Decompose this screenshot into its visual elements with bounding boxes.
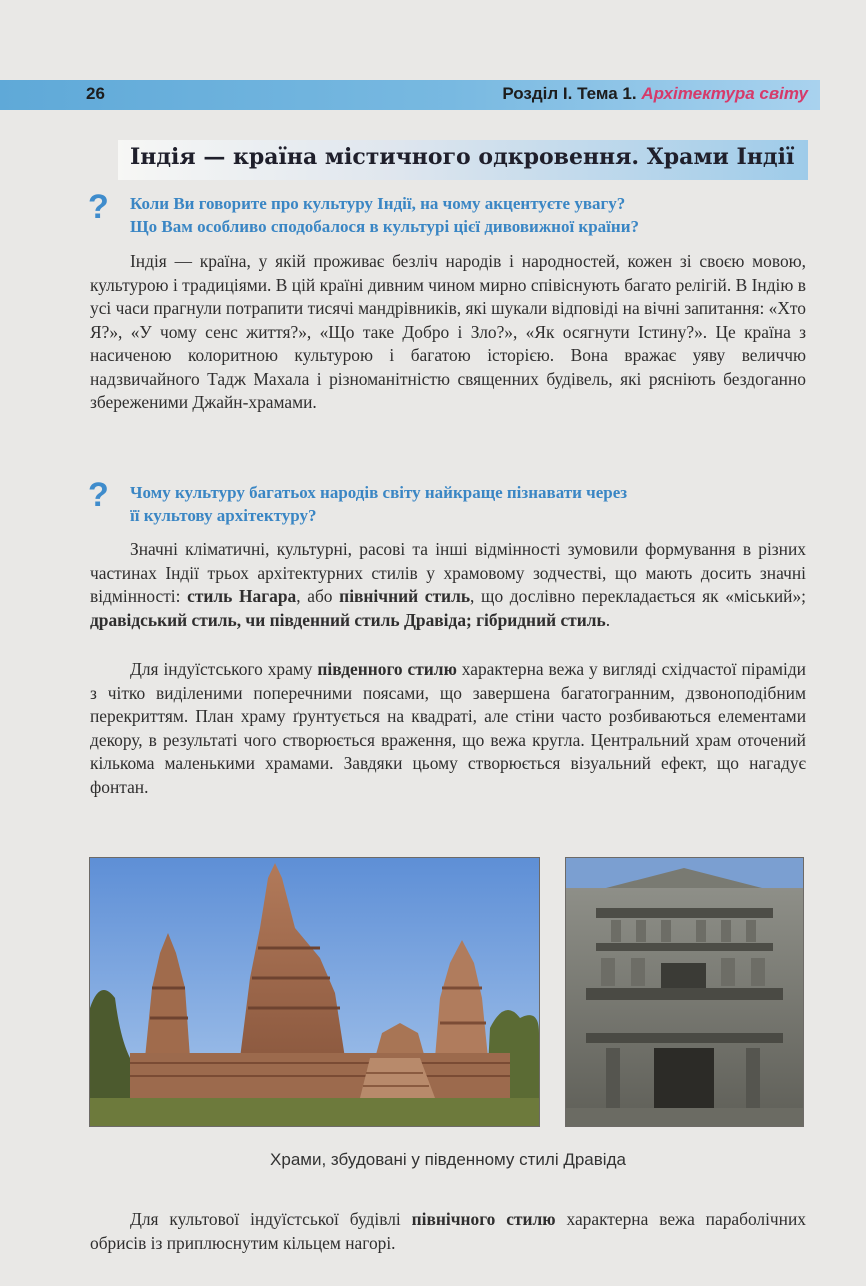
paragraph-4-text: Для культової індуїстської будівлі північного стилю характерна вежа параболічних обрисів із приплюснутим кільцем нагорі. [90,1209,806,1253]
question-mark-icon: ? [88,188,109,226]
question-1-line-1: Коли Ви говорите про культуру Індії, на чому акцентуєте увагу? [130,194,626,213]
term-south-style: південного стилю [317,659,457,679]
question-1 [130,192,810,238]
question-2 [130,481,810,527]
running-head [502,84,808,104]
paragraph-1-text: Індія — країна, у якій проживає безліч народів і народностей, кожен зі своєю мовою, культурою і традиціями. В цій країні дивним чином мирно співіснують багато релігій. В Індію в усі часи прагнули потрапити тисячі мандрівників, які шукали відповіді на вічні запитання: «Хто Я?», «У чому сенс життя?», «Що таке Добро і Зло?», «Як осягнути Істину?». Це країна з насиченою колоритною культурою і багатою історією. Вона вражає уяву величчю надзвичайного Тадж Махала і різноманітністю священних будівель, які рясніють бездоганно збереженими Джайн-храмами. [90,251,806,412]
term-nagara: стиль Нагара [187,586,297,606]
term-north-style-2: північного стилю [411,1209,556,1229]
paragraph-1 [90,250,806,415]
paragraph-2-text: Значні кліматичні, культурні, расові та інші відмінності зумовили формування в різних частинах Індії трьох архітектурних стилів у храмовому зодчестві, що мають досить значні відмінності: стиль Нагара, або північний стиль, що дослівно перекладається як «міський»; дравідський стиль, чи південний стиль Дравіда; гібридний стиль. [90,539,807,630]
question-2-line-2: її культову архітектуру? [130,506,317,525]
temple-complex-illustration [90,858,539,1126]
term-north-style: північний стиль [339,586,471,606]
carved-temple-illustration [566,858,803,1126]
topic-label: Архітектура світу [641,84,808,103]
question-2-line-1: Чому культуру багатьох народів світу найкраще пізнавати через [130,483,628,502]
question-mark-icon: ? [88,476,109,514]
paragraph-4 [90,1208,806,1255]
section-label: Розділ I. Тема 1. [502,84,637,103]
term-dravidian: дравідський стиль, чи [90,609,266,630]
paragraph-3 [90,658,806,799]
term-south-hybrid: південний стиль Дравіда; гібридний стиль [269,609,606,630]
page-title: Індія — країна містичного одкровення. Храми Індії [130,144,795,170]
paragraph-2 [90,538,806,632]
photo-caption: Храми, збудовані у південному стилі Дравіда [270,1150,626,1169]
paragraph-3-text: Для індуїстського храму південного стилю характерна вежа у вигляді східчастої піраміди з чітко виділеними поперечними поясами, що завершена багатогранним, дзвоноподібним перекриттям. План храму ґрунтується на квадраті, але стіни часто розбиваються елементами декору, в результаті чого створюється враження, що вежа кругла. Центральний храм оточений кількома маленькими храмами. Завдяки цьому створюється візуальний ефект, що нагадує фонтан. [90,659,806,797]
carved-temple-photo [565,857,804,1127]
question-1-line-2: Що Вам особливо сподобалося в культурі цієї дивовижної країни? [130,217,639,236]
page-number: 26 [86,84,105,103]
temple-complex-photo [89,857,540,1127]
